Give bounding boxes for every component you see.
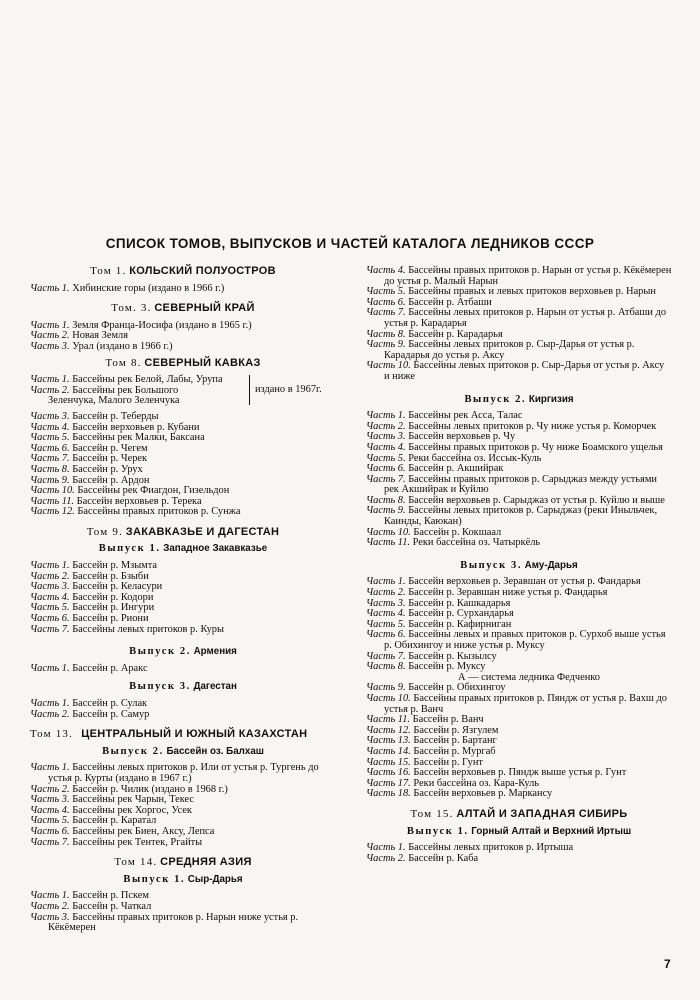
- part-text: Бассейн р. Ардон: [72, 474, 150, 486]
- part-label: Часть 1.: [30, 560, 70, 572]
- part-text: Бассейн р. Ингури: [72, 602, 155, 614]
- part-entry: [366, 747, 672, 758]
- part-text: Бассейн р. Мзымта: [72, 560, 158, 572]
- part-text: Бассейны рек Большого: [72, 384, 179, 396]
- part-entry: [366, 538, 672, 549]
- part-text: Бассейны левых притоков р. Иртыша: [408, 842, 574, 854]
- parts-list: [30, 699, 336, 720]
- part-label: Часть 8.: [366, 328, 406, 340]
- part-label: Часть 18.: [366, 788, 411, 800]
- part-label: Часть 9.: [366, 505, 406, 517]
- part-text: Бассейн р. Ванч: [412, 714, 484, 726]
- part-text: Бассейны левых притоков р. Или от устья р. Тургень до устья р. Курты (издано в 1967 г.): [48, 762, 319, 784]
- part-text: Бассейны рек Чарын, Текес: [72, 794, 195, 806]
- part-label: Часть 7.: [366, 650, 406, 662]
- part-entry: [366, 340, 672, 361]
- volume-heading: [30, 527, 336, 538]
- parts-list: [30, 284, 336, 295]
- issue-label: Выпуск 2.: [129, 646, 191, 658]
- part-label: Часть 14.: [366, 745, 411, 757]
- part-text: Бассейн р. Самур: [72, 708, 150, 720]
- parts-list: [30, 763, 336, 848]
- part-text: Земля Франца-Иосифа (издано в 1965 г.): [72, 319, 252, 331]
- part-label: Часть 7.: [30, 453, 70, 465]
- parts-list: [30, 561, 336, 635]
- part-text: Бассейн р. Кызылсу: [408, 650, 497, 662]
- part-label: Часть 4.: [30, 591, 70, 603]
- part-entry: [366, 361, 672, 382]
- part-label: Часть 9.: [30, 474, 70, 486]
- part-text: Бассейн р. Муксу: [408, 661, 486, 673]
- part-label: Часть 12.: [30, 506, 75, 518]
- part-text: Бассейн р. Черек: [72, 453, 148, 465]
- part-entry: [366, 266, 672, 287]
- part-label: Часть 1.: [366, 842, 406, 854]
- part-text: Бассейн р. Гунт: [413, 756, 483, 768]
- part-text: Бассейны рек Тентек, Ргайты: [72, 836, 203, 848]
- part-label: Часть 4.: [30, 804, 70, 816]
- issue-label: Выпуск 2.: [464, 393, 527, 405]
- brace-note: издано в 1967г.: [255, 384, 322, 396]
- issue-label: Выпуск 2.: [102, 745, 164, 757]
- volume-title: СЕВЕРНЫЙ КАВКАЗ: [144, 356, 261, 369]
- part-label: Часть 1.: [30, 374, 70, 386]
- part-label: Часть 4.: [366, 608, 406, 620]
- volume-title: СЕВЕРНЫЙ КРАЙ: [154, 302, 255, 315]
- part-label: Часть 3.: [30, 340, 70, 352]
- part-text: Бассейн р. Каратал: [72, 815, 157, 827]
- parts-list: [366, 577, 672, 672]
- part-text: Бассейны правых притоков р. Пяндж от устья р. Вахш до устья р. Ванч: [384, 692, 667, 715]
- part-text: Новая Земля: [72, 330, 129, 342]
- part-label: Часть 6.: [366, 629, 406, 641]
- part-label: Часть 5.: [30, 602, 70, 614]
- part-label: Часть 2.: [30, 900, 70, 912]
- part-label: Часть 2.: [366, 587, 406, 599]
- issue-title: Аму-Дарья: [524, 559, 578, 571]
- part-label: Часть 5.: [366, 618, 406, 630]
- part-text: Бассейны рек Белой, Лабы, Урупа: [72, 374, 223, 386]
- brace-line: [249, 375, 250, 405]
- part-text: Бассейны правых и левых притоков верховьев р. Нарын: [408, 286, 656, 298]
- part-label: Часть 3.: [366, 431, 406, 443]
- volume-title: КОЛЬСКИЙ ПОЛУОСТРОВ: [129, 265, 276, 277]
- part-text: Бассейны правых притоков р. Сарыджаз между устьями рек Акшийрак и Куйлю: [384, 473, 657, 496]
- part-text: Бассейн верховьев р. Чу: [408, 431, 516, 443]
- part-text: Бассейн верховьев р. Пяндж выше устья р. Гунт: [413, 767, 627, 779]
- part-continuation: Зеленчука, Малого Зеленчука: [48, 395, 180, 407]
- part-label: Часть 13.: [366, 735, 411, 747]
- part-label: Часть 10.: [366, 360, 411, 372]
- part-text: Бассейны правых притоков р. Нарын от устья р. Кёкёмерен до устья р. Малый Нарын: [384, 265, 672, 287]
- part-label: Часть 3.: [366, 597, 406, 609]
- part-entry: [30, 913, 336, 934]
- part-label: Часть 2.: [30, 570, 70, 582]
- parts-list: [30, 412, 336, 518]
- part-text: Бассейн р. Чилик (издано в 1968 г.): [72, 783, 228, 795]
- parts-list: [30, 891, 336, 933]
- part-label: Часть 1.: [30, 319, 70, 331]
- page-number: 7: [664, 957, 671, 971]
- part-text: Бассейны правых притоков р. Нарын ниже устья р. Кёкёмерен: [48, 911, 299, 934]
- parts-list: [366, 266, 672, 383]
- volume-heading: [30, 303, 336, 314]
- part-label: Часть 5.: [30, 432, 70, 444]
- part-label: Часть 1.: [30, 662, 70, 674]
- issue-title: Горный Алтай и Верхний Иртыш: [471, 825, 632, 837]
- part-text: Бассейн верховьев р. Зеравшан от устья р. Фандарья: [408, 576, 641, 588]
- part-text: Бассейн верховьев р. Маркансу: [413, 788, 553, 800]
- part-entry: [30, 507, 336, 518]
- right-column: [366, 266, 672, 864]
- part-text: Бассейн р. Бзыби: [72, 570, 149, 582]
- part-label: Часть 2.: [30, 330, 70, 342]
- issue-title: Сыр-Дарья: [187, 873, 243, 885]
- part-text: Бассейн верховьев р. Кубани: [72, 421, 200, 433]
- part-label: Часть 5.: [366, 286, 406, 298]
- part-text: Бассейн р. Сурхандарья: [408, 608, 514, 620]
- part-label: Часть 1.: [30, 698, 70, 709]
- issue-title: Дагестан: [193, 681, 237, 693]
- part-label: Часть 9.: [366, 682, 406, 694]
- part-text: Бассейн р. Сулак: [72, 698, 148, 709]
- part-label: Часть 10.: [30, 485, 75, 497]
- part-text: Бассейны левых притоков р. Сыр-Дарья от устья р. Карадарья до устья р. Аксу: [384, 339, 635, 361]
- part-entry: [30, 625, 336, 636]
- part-text: Бассейн р. Пскем: [72, 890, 149, 902]
- part-label: Часть 15.: [366, 756, 411, 768]
- issue-heading: [366, 561, 672, 572]
- part-text: Бассейн р. Чегем: [72, 442, 148, 454]
- part-label: Часть 7.: [30, 623, 70, 635]
- part-label: Часть 6.: [366, 296, 406, 308]
- part-label: Часть 2.: [30, 708, 70, 720]
- part-label: Часть 1.: [30, 762, 70, 774]
- part-text: Бассейн р. Урух: [72, 463, 143, 475]
- issue-title: Армения: [193, 646, 237, 658]
- volume-number: Том 1.: [90, 265, 127, 277]
- part-entry: [30, 284, 336, 295]
- part-text: Бассейн р. Бартанг: [413, 735, 497, 747]
- part-text: Бассейны левых и правых притоков р. Сурхоб выше устья р. Обихингоу и ниже устья р. Муксу: [384, 629, 666, 651]
- part-text: Бассейн р. Келасури: [72, 581, 163, 593]
- part-label: Часть 8.: [366, 661, 406, 673]
- part-entry: [30, 710, 336, 721]
- left-column: [30, 266, 336, 934]
- volume-number: Том 13.: [30, 728, 74, 741]
- part-label: Часть 10.: [366, 692, 411, 704]
- volume-heading: [30, 857, 336, 868]
- part-text: Бассейн р. Мургаб: [413, 745, 496, 757]
- issue-title: Бассейн оз. Балхаш: [166, 745, 264, 757]
- part-entry: [30, 664, 336, 675]
- parts-list: [366, 843, 672, 864]
- parts-list: [366, 411, 672, 549]
- issue-title: Западное Закавказье: [163, 543, 268, 555]
- part-label: Часть 6.: [30, 825, 70, 837]
- part-label: Часть 4.: [366, 265, 406, 276]
- part-label: Часть 11.: [30, 495, 75, 507]
- volume-title: СРЕДНЯЯ АЗИЯ: [160, 856, 252, 869]
- part-text: Бассейн р. Атбаши: [408, 296, 492, 308]
- part-label: Часть 1.: [366, 410, 406, 422]
- issue-heading: [30, 747, 336, 758]
- part-entry: [366, 308, 672, 329]
- parts-list: [366, 683, 672, 800]
- part-text: Бассейн р. Теберды: [72, 410, 159, 422]
- part-label: Часть 12.: [366, 724, 411, 736]
- parts-list: [30, 321, 336, 353]
- part-text: Бассейн р. Зеравшан ниже устья р. Фандарья: [408, 587, 608, 599]
- volume-title: ЗАКАВКАЗЬЕ И ДАГЕСТАН: [125, 525, 280, 538]
- part-label: Часть 5.: [30, 815, 70, 827]
- volume-heading: [30, 266, 336, 277]
- part-entry: [366, 854, 672, 865]
- part-text: Бассейны рек Хоргос, Усек: [72, 804, 192, 816]
- part-entry: [30, 342, 336, 353]
- part-text: Бассейны левых притоков р. Чу ниже устья р. Коморчек: [408, 420, 657, 432]
- issue-label: Выпуск 1.: [98, 543, 161, 555]
- part-label: Часть 6.: [30, 442, 70, 454]
- part-label: Часть 8.: [30, 463, 70, 475]
- part-entry: [366, 630, 672, 651]
- volume-title: ЦЕНТРАЛЬНЫЙ И ЮЖНЫЙ КАЗАХСТАН: [81, 728, 308, 741]
- part-text: Реки бассейна оз. Чатыркёль: [412, 537, 541, 549]
- part-label: Часть 3.: [30, 410, 70, 422]
- issue-title: Киргизия: [528, 393, 574, 405]
- part-text: Бассейны левых притоков р. Нарын от устья р. Атбаши до устья р. Карадарья: [384, 307, 667, 329]
- part-text: Бассейн верховьев р. Сарыджаз от устья р. Куйлю и выше: [408, 494, 665, 506]
- part-text: Бассейны левых притоков р. Куры: [72, 623, 224, 635]
- part-text: Бассейн р. Кокшаал: [413, 526, 502, 538]
- part-label: Часть 16.: [366, 767, 411, 779]
- part-label: Часть 8.: [366, 494, 406, 506]
- part-label: Часть 6.: [30, 613, 70, 625]
- part-label: Часть 10.: [366, 526, 411, 538]
- volume-heading: [366, 809, 672, 820]
- part-text: Хибинские горы (издано в 1966 г.): [72, 282, 225, 294]
- part-entry: [30, 838, 336, 849]
- part-label: Часть 9.: [366, 339, 406, 351]
- part-text: Бассейн р. Акшийрак: [408, 463, 504, 475]
- part-entry: [366, 506, 672, 527]
- volume-heading: [30, 358, 336, 369]
- part-text: Бассейн р. Язгулем: [413, 724, 499, 736]
- issue-heading: [30, 647, 336, 658]
- part-text: Бассейны рек Фиагдон, Гизельдон: [77, 485, 230, 497]
- part-label: Часть 3.: [30, 794, 70, 806]
- issue-heading: [366, 395, 672, 406]
- part-label: Часть 7.: [30, 836, 70, 848]
- part-label: Часть 7.: [366, 473, 406, 485]
- part-label: Часть 11.: [366, 714, 411, 726]
- volume-number: Том 8.: [105, 356, 142, 369]
- part-label: Часть 4.: [30, 421, 70, 433]
- part-label: Часть 11.: [366, 537, 411, 549]
- part-entry: [30, 763, 336, 784]
- part-text: Бассейн р. Чаткал: [72, 900, 152, 912]
- part-text: Бассейны рек Биен, Аксу, Лепса: [72, 825, 215, 837]
- part-text: Урал (издано в 1966 г.): [72, 340, 173, 352]
- issue-label: Выпуск 3.: [460, 559, 523, 571]
- part-label: Часть 2.: [30, 384, 70, 396]
- part-text: Бассейн р. Каба: [408, 852, 479, 864]
- part-text: Бассейн р. Кодори: [72, 591, 154, 603]
- part-label: Часть 7.: [366, 307, 406, 319]
- volume-heading: [30, 729, 336, 740]
- page-title: СПИСОК ТОМОВ, ВЫПУСКОВ И ЧАСТЕЙ КАТАЛОГА ЛЕДНИКОВ СССР: [105, 236, 595, 251]
- part-text: Бассейны рек Асса, Талас: [408, 410, 523, 422]
- part-text: Бассейн р. Кашкадарья: [408, 597, 511, 609]
- issue-label: Выпуск 1.: [123, 873, 186, 885]
- part-text: Бассейн р. Аракс: [72, 662, 148, 674]
- part-label: Часть 3.: [30, 911, 70, 923]
- part-text: Бассейн р. Карадарья: [408, 328, 503, 340]
- part-text: Бассейны правых притоков р. Чу ниже Боамского ущелья: [408, 441, 663, 453]
- part-text: Бассейны левых притоков р. Сарыджаз (реки Иныльчек, Каинды, Каюкан): [384, 505, 658, 528]
- issue-label: Выпуск 1.: [406, 825, 469, 837]
- brace-group: [30, 375, 336, 407]
- part-label: Часть 2.: [366, 420, 406, 432]
- part-text: Реки бассейна оз. Кара-Куль: [413, 777, 540, 789]
- part-label: Часть 2.: [30, 783, 70, 795]
- part-text: Бассейн верховьев р. Терека: [76, 495, 202, 507]
- part-text: Бассейны левых притоков р. Сыр-Дарья от устья р. Аксу и ниже: [384, 360, 665, 382]
- part-label: Часть 1.: [30, 282, 70, 294]
- issue-heading: [30, 682, 336, 693]
- part-label: Часть 1.: [366, 576, 406, 588]
- part-text: Бассейн р. Обихингоу: [408, 682, 506, 694]
- part-subentry: А — система ледника Федченко: [458, 671, 600, 683]
- part-text: Бассейны рек Малки, Баксана: [72, 432, 205, 444]
- part-text: Бассейны правых притоков р. Сунжа: [77, 506, 241, 518]
- part-entry: [366, 475, 672, 496]
- part-label: Часть 4.: [366, 441, 406, 453]
- part-label: Часть 3.: [30, 581, 70, 593]
- part-label: Часть 5.: [366, 452, 406, 464]
- part-label: Часть 6.: [366, 463, 406, 475]
- volume-number: Том 9.: [86, 525, 124, 538]
- part-label: Часть 17.: [366, 777, 411, 789]
- part-entry: [366, 789, 672, 800]
- part-entry: [366, 694, 672, 715]
- issue-heading: [30, 544, 336, 555]
- part-text: Бассейн р. Риони: [72, 613, 149, 625]
- part-label: Часть 2.: [366, 852, 406, 864]
- issue-heading: [366, 827, 672, 838]
- volume-title: АЛТАЙ И ЗАПАДНАЯ СИБИРЬ: [456, 807, 628, 820]
- issue-label: Выпуск 3.: [129, 681, 191, 693]
- part-label: Часть 1.: [30, 890, 70, 902]
- issue-heading: [30, 875, 336, 886]
- part-text: Реки бассейна оз. Иссык-Куль: [408, 452, 542, 464]
- volume-number: Том 15.: [410, 807, 454, 820]
- volume-number: Том. 3.: [111, 302, 152, 315]
- volume-number: Том 14.: [114, 856, 158, 869]
- part-text: Бассейн р. Кафирниган: [408, 618, 512, 630]
- parts-list: [30, 664, 336, 675]
